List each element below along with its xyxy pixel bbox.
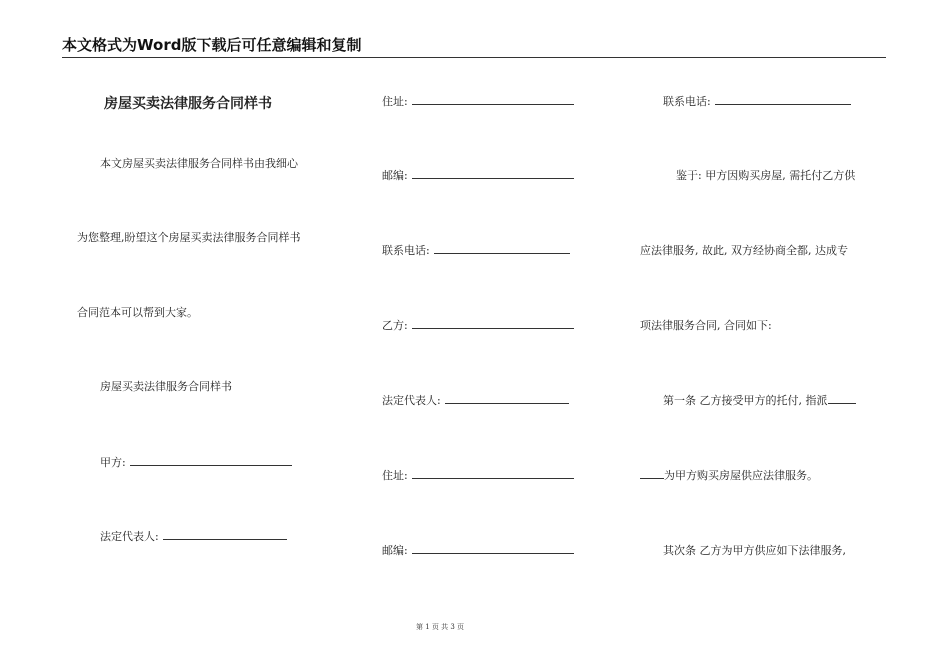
clause-text-4-blank [828, 393, 856, 404]
legal-rep-a-field [100, 528, 287, 544]
postcode-b-label: 邮编: [382, 544, 408, 557]
party-a-blank [130, 455, 292, 466]
address-a-label: 住址: [382, 95, 408, 108]
phone-a-field [382, 242, 570, 258]
postcode-b-field [382, 542, 574, 558]
legal-rep-b-blank [445, 393, 569, 404]
address-a-blank [412, 94, 574, 105]
party-a-field [100, 454, 292, 470]
clause-text-3: 项法律服务合同, 合同如下: [640, 319, 772, 332]
address-a-field [382, 93, 574, 109]
party-b-field [382, 317, 574, 333]
postcode-a-blank [412, 168, 574, 179]
contract-subtitle: 房屋买卖法律服务合同样书 [100, 380, 232, 393]
intro-line-3: 合同范本可以帮到大家。 [77, 306, 198, 319]
clause-text-5-label: 为甲方购买房屋供应法律服务。 [664, 469, 818, 482]
legal-rep-b-label: 法定代表人: [382, 394, 441, 407]
page-footer: 第 1 页 共 3 页 [415, 623, 465, 631]
clause-text-1: 鉴于: 甲方因购买房屋, 需托付乙方供 [676, 169, 856, 182]
postcode-a-field [382, 167, 574, 183]
clause-text-4 [663, 392, 856, 408]
party-b-label: 乙方: [382, 319, 408, 332]
phone-b-field [663, 93, 851, 109]
clause-text-4-label: 第一条 乙方接受甲方的托付, 指派 [663, 394, 828, 407]
clause-text-5-blank [640, 468, 664, 479]
party-a-label: 甲方: [100, 456, 126, 469]
intro-line-1: 本文房屋买卖法律服务合同样书由我细心 [100, 157, 298, 170]
address-b-field [382, 467, 574, 483]
header-text: 本文格式为Word版下载后可任意编辑和复制 [62, 36, 362, 54]
phone-b-blank [715, 94, 851, 105]
party-b-blank [412, 318, 574, 329]
phone-a-blank [434, 243, 570, 254]
legal-rep-b-field [382, 392, 569, 408]
clause-text-5 [640, 467, 818, 483]
legal-rep-a-blank [163, 529, 287, 540]
postcode-a-label: 邮编: [382, 169, 408, 182]
document-header [62, 34, 886, 58]
contract-title: 房屋买卖法律服务合同样书 [104, 96, 272, 112]
clause-text-2: 应法律服务, 故此, 双方经协商全都, 达成专 [640, 244, 848, 257]
legal-rep-a-label: 法定代表人: [100, 530, 159, 543]
clause-text-6: 其次条 乙方为甲方供应如下法律服务, [663, 544, 846, 557]
phone-a-label: 联系电话: [382, 244, 430, 257]
intro-line-2: 为您整理,盼望这个房屋买卖法律服务合同样书 [77, 231, 301, 244]
postcode-b-blank [412, 543, 574, 554]
address-b-label: 住址: [382, 469, 408, 482]
address-b-blank [412, 468, 574, 479]
phone-b-label: 联系电话: [663, 95, 711, 108]
